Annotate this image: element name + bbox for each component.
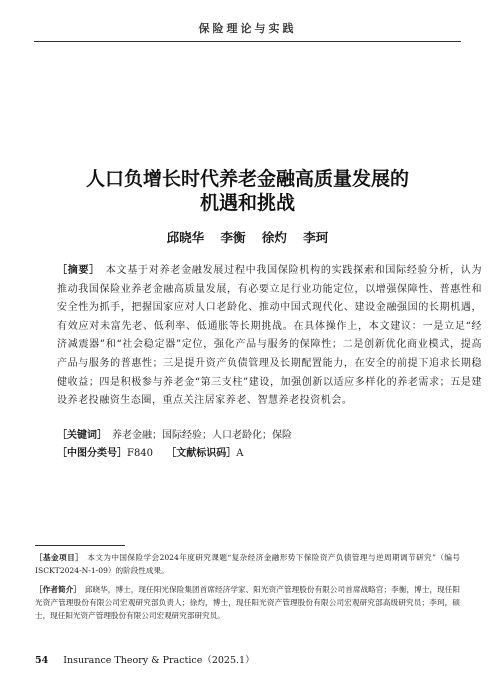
page-footer [35,652,255,666]
author-bio-text: 邱晓华，博士，现任阳光保险集团首席经济学家、阳光资产管理股份有限公司首席战略官；李衡，博士，现任阳光资产管理股份有限公司宏观研究部负责人；徐灼，博士，现任阳光资产管理股份有限公司宏观研究部高级研究员；李珂，硕士，现任阳光资产管理股份有限公司宏观研究部研究员。 [35,585,461,620]
author-name: 李衡 [220,230,246,245]
fund-footnote [35,551,460,577]
header-divider [34,41,461,42]
doc-code-label: ［文献标识码］ [166,448,237,459]
keywords [57,429,292,443]
author-footnote [35,583,460,622]
keywords-label: ［关键词］ [57,430,102,441]
author-name: 徐灼 [261,230,287,245]
article-title-line-1: 人口负增长时代养老金融高质量发展的 [85,168,409,190]
clc-value: F840 [127,448,154,459]
author-name: 李珂 [303,230,329,245]
section-title: 保险理论与实践 [198,22,297,35]
abstract [35,262,482,411]
page-number: 54 [35,655,49,666]
fund-text: 本文为中国保险学会2024年度研究课题“复杂经济金融形势下保险资产负债管理与逆周期调节研究”（编号ISCKT2024-N-1-09）的阶段性成果。 [35,553,461,575]
classification [57,447,243,461]
article-title-line-2: 机遇和挑战 [199,192,295,214]
journal-name: Insurance Theory & Practice（2025.1） [63,655,255,666]
keywords-text: 养老金融；国际经验；人口老龄化；保险 [112,430,292,441]
abstract-text: 本文基于对养老金融发展过程中我国保险机构的实践探索和国际经验分析，认为推动我国保险业养老金融高质量发展，有必要立足行业功能定位，以增强保障性、普惠性和安全性为抓手，把握国家应对人口老龄化、推动中国式现代化、建设金融强国的长期机遇，有效应对未富先老、低利率、低通胀等长期挑战。在具体操作上，本文建议：一是立足“经济减震器”和“社会稳定器”定位，强化产品与服务的保障性；二是创新优化商业模式，提高产品与服务的普惠性；三是提升资产负债管理及长期配置能力，在安全的前提下追求长期稳健收益；四是积极参与养老金“第三支柱”建设，加强创新以适应多样化的养老需求；五是建设养老投融资生态圈，重点关注居家养老、智慧养老投资机会。 [57,265,483,407]
author-name: 邱晓华 [166,230,205,245]
doc-code-value: A [236,448,244,459]
author-list [0,228,495,246]
footnote-divider [35,545,125,546]
clc-label: ［中图分类号］ [57,448,127,459]
fund-label: ［基金项目］ [35,553,80,562]
running-header [0,0,495,44]
author-bio-label: ［作者简介］ [35,585,78,594]
abstract-label: ［摘要］ [57,265,96,276]
